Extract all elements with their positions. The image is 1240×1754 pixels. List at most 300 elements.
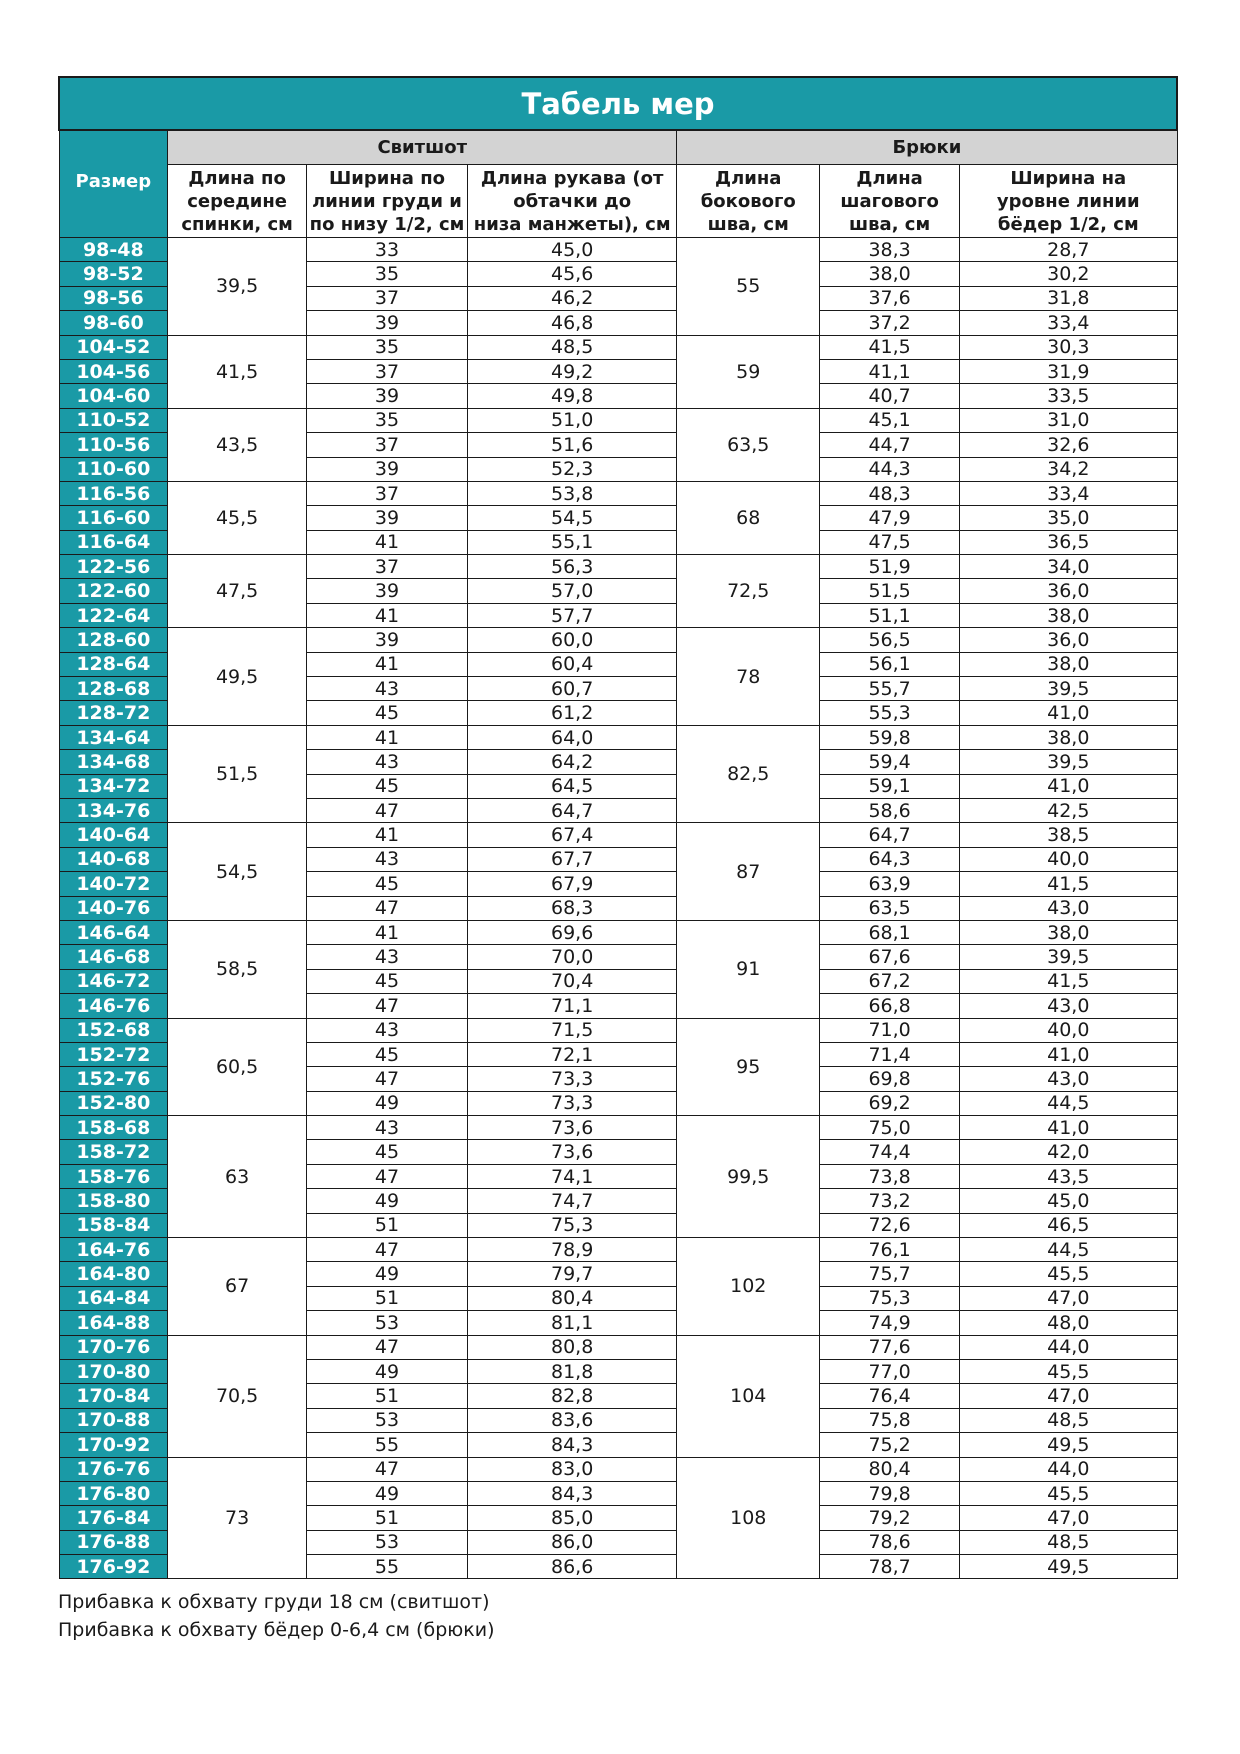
- hip-width-cell: 30,3: [960, 335, 1177, 359]
- hip-width-cell: 38,5: [960, 823, 1177, 847]
- size-cell: 176-84: [59, 1506, 168, 1530]
- hip-width-cell: 43,0: [960, 896, 1177, 920]
- inseam-cell: 66,8: [820, 994, 960, 1018]
- chest-width-cell: 49: [307, 1359, 468, 1383]
- chest-width-cell: 49: [307, 1189, 468, 1213]
- size-cell: 98-60: [59, 311, 168, 335]
- inseam-cell: 77,6: [820, 1335, 960, 1359]
- sleeve-length-cell: 75,3: [468, 1213, 677, 1237]
- header-line: бокового: [700, 190, 796, 212]
- inseam-cell: 80,4: [820, 1457, 960, 1481]
- notes: [58, 1588, 494, 1644]
- chest-width-cell: 41: [307, 652, 468, 676]
- hip-width-cell: 45,5: [960, 1481, 1177, 1505]
- chest-width-cell: 43: [307, 1116, 468, 1140]
- inseam-cell: 73,8: [820, 1164, 960, 1188]
- table-row: [59, 1116, 1177, 1140]
- hip-width-cell: 39,5: [960, 750, 1177, 774]
- inseam-cell: 74,4: [820, 1140, 960, 1164]
- size-cell: 158-76: [59, 1164, 168, 1188]
- hip-width-cell: 41,5: [960, 872, 1177, 896]
- sleeve-length-cell: 71,1: [468, 994, 677, 1018]
- inseam-cell: 38,3: [820, 238, 960, 262]
- chest-width-cell: 51: [307, 1213, 468, 1237]
- side-seam-cell: 91: [677, 920, 820, 1018]
- sleeve-length-cell: 81,1: [468, 1311, 677, 1335]
- sleeve-length-cell: 46,8: [468, 311, 677, 335]
- size-cell: 170-76: [59, 1335, 168, 1359]
- side-seam-cell: 72,5: [677, 555, 820, 628]
- hip-width-cell: 41,0: [960, 1116, 1177, 1140]
- header-line: середине: [187, 190, 287, 212]
- hip-width-cell: 35,0: [960, 506, 1177, 530]
- side-seam-cell: 95: [677, 1018, 820, 1116]
- inseam-cell: 37,2: [820, 311, 960, 335]
- sleeve-length-cell: 67,9: [468, 872, 677, 896]
- measurement-sheet: [58, 76, 1178, 1579]
- chest-width-cell: 43: [307, 847, 468, 871]
- sleeve-length-cell: 80,8: [468, 1335, 677, 1359]
- table-row: [59, 1335, 1177, 1359]
- inseam-cell: 41,5: [820, 335, 960, 359]
- hip-width-cell: 34,0: [960, 555, 1177, 579]
- table-row: [59, 628, 1177, 652]
- chest-width-cell: 47: [307, 1067, 468, 1091]
- inseam-cell: 55,7: [820, 677, 960, 701]
- header-line: обтачки до: [513, 190, 632, 212]
- inseam-cell: 68,1: [820, 920, 960, 944]
- hip-width-cell: 36,0: [960, 628, 1177, 652]
- side-seam-cell: 99,5: [677, 1116, 820, 1238]
- sleeve-length-cell: 84,3: [468, 1433, 677, 1457]
- inseam-cell: 59,1: [820, 774, 960, 798]
- size-cell: 128-68: [59, 677, 168, 701]
- hip-width-cell: 43,0: [960, 994, 1177, 1018]
- hip-width-cell: 41,5: [960, 969, 1177, 993]
- inseam-cell: 75,3: [820, 1286, 960, 1310]
- back-length-cell: 41,5: [168, 335, 307, 408]
- chest-width-cell: 37: [307, 433, 468, 457]
- inseam-cell: 75,0: [820, 1116, 960, 1140]
- inseam-cell: 55,3: [820, 701, 960, 725]
- table-row: [59, 823, 1177, 847]
- size-cell: 152-72: [59, 1042, 168, 1066]
- chest-width-cell: 39: [307, 628, 468, 652]
- hip-width-cell: 40,0: [960, 847, 1177, 871]
- size-cell: 146-68: [59, 945, 168, 969]
- hip-width-cell: 47,0: [960, 1384, 1177, 1408]
- size-cell: 122-60: [59, 579, 168, 603]
- table-row: [59, 1238, 1177, 1262]
- hip-width-cell: 38,0: [960, 725, 1177, 749]
- sleeve-length-cell: 51,6: [468, 433, 677, 457]
- inseam-cell: 79,2: [820, 1506, 960, 1530]
- hip-width-cell: 44,5: [960, 1091, 1177, 1115]
- hip-width-cell: 40,0: [960, 1018, 1177, 1042]
- size-cell: 158-72: [59, 1140, 168, 1164]
- chest-width-cell: 45: [307, 774, 468, 798]
- sleeve-length-cell: 60,0: [468, 628, 677, 652]
- back-length-cell: 39,5: [168, 238, 307, 336]
- inseam-cell: 51,9: [820, 555, 960, 579]
- sleeve-length-cell: 60,4: [468, 652, 677, 676]
- chest-width-cell: 45: [307, 1140, 468, 1164]
- hip-width-cell: 49,5: [960, 1433, 1177, 1457]
- size-cell: 134-72: [59, 774, 168, 798]
- hip-width-cell: 36,0: [960, 579, 1177, 603]
- chest-width-cell: 41: [307, 603, 468, 627]
- size-cell: 110-60: [59, 457, 168, 481]
- chest-width-cell: 43: [307, 750, 468, 774]
- hip-width-cell: 48,0: [960, 1311, 1177, 1335]
- side-seam-cell: 104: [677, 1335, 820, 1457]
- size-cell: 134-64: [59, 725, 168, 749]
- hip-width-cell: 43,0: [960, 1067, 1177, 1091]
- size-cell: 146-76: [59, 994, 168, 1018]
- sleeve-length-cell: 71,5: [468, 1018, 677, 1042]
- back-length-cell: 60,5: [168, 1018, 307, 1116]
- chest-width-cell: 37: [307, 286, 468, 310]
- hip-width-cell: 33,5: [960, 384, 1177, 408]
- sleeve-length-cell: 67,7: [468, 847, 677, 871]
- sleeve-length-cell: 73,6: [468, 1140, 677, 1164]
- hip-width-cell: 33,4: [960, 481, 1177, 505]
- sleeve-length-cell: 45,6: [468, 262, 677, 286]
- size-cell: 146-64: [59, 920, 168, 944]
- hip-width-header: [960, 165, 1177, 238]
- chest-width-cell: 37: [307, 555, 468, 579]
- sleeve-length-cell: 86,6: [468, 1555, 677, 1579]
- chest-width-cell: 35: [307, 335, 468, 359]
- header-line: Ширина на: [1010, 167, 1127, 189]
- header-line: бёдер 1/2, см: [997, 213, 1139, 235]
- inseam-cell: 38,0: [820, 262, 960, 286]
- chest-width-cell: 39: [307, 579, 468, 603]
- sleeve-length-cell: 83,6: [468, 1408, 677, 1432]
- header-line: Длина: [856, 167, 923, 189]
- inseam-cell: 44,3: [820, 457, 960, 481]
- sleeve-length-cell: 72,1: [468, 1042, 677, 1066]
- chest-width-cell: 53: [307, 1530, 468, 1554]
- size-cell: 158-84: [59, 1213, 168, 1237]
- sleeve-length-cell: 74,1: [468, 1164, 677, 1188]
- hip-width-cell: 36,5: [960, 530, 1177, 554]
- inseam-cell: 45,1: [820, 408, 960, 432]
- inseam-cell: 78,7: [820, 1555, 960, 1579]
- hip-width-cell: 41,0: [960, 1042, 1177, 1066]
- size-cell: 134-68: [59, 750, 168, 774]
- chest-width-cell: 53: [307, 1311, 468, 1335]
- size-cell: 110-52: [59, 408, 168, 432]
- inseam-cell: 47,9: [820, 506, 960, 530]
- chest-width-cell: 41: [307, 530, 468, 554]
- chest-width-cell: 49: [307, 1091, 468, 1115]
- inseam-cell: 63,9: [820, 872, 960, 896]
- size-cell: 152-68: [59, 1018, 168, 1042]
- table-title: Табель мер: [59, 77, 1177, 130]
- chest-width-cell: 55: [307, 1555, 468, 1579]
- back-length-cell: 45,5: [168, 481, 307, 554]
- hip-width-cell: 46,5: [960, 1213, 1177, 1237]
- table-body: [59, 238, 1177, 1579]
- side-seam-cell: 108: [677, 1457, 820, 1579]
- inseam-cell: 67,2: [820, 969, 960, 993]
- size-cell: 98-56: [59, 286, 168, 310]
- size-cell: 140-64: [59, 823, 168, 847]
- sleeve-length-cell: 48,5: [468, 335, 677, 359]
- size-cell: 140-72: [59, 872, 168, 896]
- chest-width-cell: 39: [307, 506, 468, 530]
- hip-width-cell: 42,0: [960, 1140, 1177, 1164]
- chest-width-cell: 47: [307, 896, 468, 920]
- chest-width-cell: 47: [307, 994, 468, 1018]
- header-line: по низу 1/2, см: [309, 213, 465, 235]
- size-cell: 170-84: [59, 1384, 168, 1408]
- sleeve-length-cell: 52,3: [468, 457, 677, 481]
- table-row: [59, 1018, 1177, 1042]
- side-seam-header: [677, 165, 820, 238]
- sleeve-length-cell: 49,8: [468, 384, 677, 408]
- sleeve-length-cell: 81,8: [468, 1359, 677, 1383]
- sleeve-length-cell: 69,6: [468, 920, 677, 944]
- inseam-cell: 71,0: [820, 1018, 960, 1042]
- size-cell: 158-68: [59, 1116, 168, 1140]
- inseam-cell: 64,7: [820, 823, 960, 847]
- sleeve-length-cell: 51,0: [468, 408, 677, 432]
- side-seam-cell: 55: [677, 238, 820, 336]
- sweatshirt-group-header: Свитшот: [168, 130, 677, 165]
- hip-width-cell: 43,5: [960, 1164, 1177, 1188]
- back-length-cell: 43,5: [168, 408, 307, 481]
- chest-width-cell: 43: [307, 1018, 468, 1042]
- chest-width-cell: 55: [307, 1433, 468, 1457]
- sleeve-length-cell: 64,0: [468, 725, 677, 749]
- size-cell: 140-68: [59, 847, 168, 871]
- size-cell: 152-80: [59, 1091, 168, 1115]
- chest-width-cell: 35: [307, 408, 468, 432]
- chest-width-cell: 47: [307, 1238, 468, 1262]
- chest-width-cell: 47: [307, 798, 468, 822]
- size-cell: 164-84: [59, 1286, 168, 1310]
- size-cell: 98-48: [59, 238, 168, 262]
- inseam-cell: 51,5: [820, 579, 960, 603]
- table-row: [59, 408, 1177, 432]
- sleeve-length-cell: 80,4: [468, 1286, 677, 1310]
- hip-width-cell: 31,9: [960, 359, 1177, 383]
- hip-width-cell: 41,0: [960, 774, 1177, 798]
- size-cell: 146-72: [59, 969, 168, 993]
- inseam-cell: 58,6: [820, 798, 960, 822]
- header-line: шва, см: [849, 213, 931, 235]
- size-cell: 170-92: [59, 1433, 168, 1457]
- header-line: Длина по: [188, 167, 286, 189]
- sleeve-length-cell: 67,4: [468, 823, 677, 847]
- sleeve-length-cell: 61,2: [468, 701, 677, 725]
- hip-width-cell: 44,0: [960, 1335, 1177, 1359]
- header-line: шва, см: [707, 213, 789, 235]
- size-cell: 116-60: [59, 506, 168, 530]
- chest-width-cell: 51: [307, 1506, 468, 1530]
- table-row: [59, 725, 1177, 749]
- hip-width-cell: 39,5: [960, 945, 1177, 969]
- inseam-cell: 51,1: [820, 603, 960, 627]
- note-chest-ease: Прибавка к обхвату груди 18 см (свитшот): [58, 1591, 490, 1613]
- chest-width-cell: 37: [307, 359, 468, 383]
- inseam-cell: 76,1: [820, 1238, 960, 1262]
- sleeve-length-cell: 56,3: [468, 555, 677, 579]
- hip-width-cell: 44,5: [960, 1238, 1177, 1262]
- chest-width-cell: 41: [307, 823, 468, 847]
- sleeve-length-cell: 60,7: [468, 677, 677, 701]
- inseam-cell: 75,2: [820, 1433, 960, 1457]
- sleeve-length-cell: 55,1: [468, 530, 677, 554]
- inseam-cell: 69,8: [820, 1067, 960, 1091]
- inseam-cell: 63,5: [820, 896, 960, 920]
- hip-width-cell: 32,6: [960, 433, 1177, 457]
- back-length-cell: 73: [168, 1457, 307, 1579]
- inseam-cell: 67,6: [820, 945, 960, 969]
- inseam-cell: 79,8: [820, 1481, 960, 1505]
- size-cell: 170-80: [59, 1359, 168, 1383]
- inseam-cell: 69,2: [820, 1091, 960, 1115]
- back-length-cell: 47,5: [168, 555, 307, 628]
- chest-width-cell: 47: [307, 1457, 468, 1481]
- sleeve-length-cell: 70,0: [468, 945, 677, 969]
- sleeve-length-cell: 84,3: [468, 1481, 677, 1505]
- side-seam-cell: 63,5: [677, 408, 820, 481]
- sleeve-length-cell: 45,0: [468, 238, 677, 262]
- hip-width-cell: 31,8: [960, 286, 1177, 310]
- hip-width-cell: 30,2: [960, 262, 1177, 286]
- inseam-cell: 56,1: [820, 652, 960, 676]
- sleeve-length-cell: 78,9: [468, 1238, 677, 1262]
- back-length-header: [168, 165, 307, 238]
- sleeve-length-cell: 73,3: [468, 1091, 677, 1115]
- chest-width-cell: 45: [307, 969, 468, 993]
- side-seam-cell: 102: [677, 1238, 820, 1336]
- side-seam-cell: 59: [677, 335, 820, 408]
- chest-width-cell: 39: [307, 311, 468, 335]
- hip-width-cell: 45,0: [960, 1189, 1177, 1213]
- hip-width-cell: 28,7: [960, 238, 1177, 262]
- inseam-cell: 71,4: [820, 1042, 960, 1066]
- size-cell: 164-88: [59, 1311, 168, 1335]
- hip-width-cell: 38,0: [960, 652, 1177, 676]
- chest-width-cell: 49: [307, 1262, 468, 1286]
- header-line: Длина: [715, 167, 782, 189]
- hip-width-cell: 38,0: [960, 603, 1177, 627]
- side-seam-cell: 78: [677, 628, 820, 726]
- inseam-cell: 44,7: [820, 433, 960, 457]
- size-cell: 116-64: [59, 530, 168, 554]
- sleeve-length-cell: 64,7: [468, 798, 677, 822]
- size-cell: 140-76: [59, 896, 168, 920]
- hip-width-cell: 39,5: [960, 677, 1177, 701]
- hip-width-cell: 31,0: [960, 408, 1177, 432]
- sleeve-length-cell: 57,7: [468, 603, 677, 627]
- sleeve-length-cell: 82,8: [468, 1384, 677, 1408]
- sleeve-length-cell: 73,6: [468, 1116, 677, 1140]
- note-hip-ease: Прибавка к обхвату бёдер 0-6,4 см (брюки): [58, 1619, 495, 1641]
- chest-width-header: [307, 165, 468, 238]
- table-row: [59, 1457, 1177, 1481]
- table-row: [59, 920, 1177, 944]
- chest-width-cell: 49: [307, 1481, 468, 1505]
- hip-width-cell: 34,2: [960, 457, 1177, 481]
- size-cell: 122-56: [59, 555, 168, 579]
- chest-width-cell: 43: [307, 677, 468, 701]
- sleeve-length-cell: 64,5: [468, 774, 677, 798]
- table-row: [59, 481, 1177, 505]
- header-line: шагового: [840, 190, 939, 212]
- side-seam-cell: 82,5: [677, 725, 820, 823]
- table-row: [59, 555, 1177, 579]
- size-column-header: Размер: [59, 130, 168, 238]
- chest-width-cell: 53: [307, 1408, 468, 1432]
- chest-width-cell: 41: [307, 920, 468, 944]
- size-table: [58, 76, 1178, 1579]
- header-line: низа манжеты), см: [473, 213, 671, 235]
- table-row: [59, 238, 1177, 262]
- inseam-cell: 75,7: [820, 1262, 960, 1286]
- sleeve-length-cell: 73,3: [468, 1067, 677, 1091]
- sleeve-length-cell: 86,0: [468, 1530, 677, 1554]
- side-seam-cell: 68: [677, 481, 820, 554]
- inseam-cell: 56,5: [820, 628, 960, 652]
- inseam-cell: 78,6: [820, 1530, 960, 1554]
- side-seam-cell: 87: [677, 823, 820, 921]
- hip-width-cell: 41,0: [960, 701, 1177, 725]
- size-cell: 164-76: [59, 1238, 168, 1262]
- hip-width-cell: 45,5: [960, 1262, 1177, 1286]
- sleeve-length-cell: 83,0: [468, 1457, 677, 1481]
- inseam-cell: 75,8: [820, 1408, 960, 1432]
- chest-width-cell: 51: [307, 1286, 468, 1310]
- size-cell: 128-64: [59, 652, 168, 676]
- size-cell: 98-52: [59, 262, 168, 286]
- size-cell: 170-88: [59, 1408, 168, 1432]
- hip-width-cell: 45,5: [960, 1359, 1177, 1383]
- inseam-cell: 76,4: [820, 1384, 960, 1408]
- sleeve-length-cell: 85,0: [468, 1506, 677, 1530]
- sleeve-length-cell: 68,3: [468, 896, 677, 920]
- header-line: Ширина по: [329, 167, 446, 189]
- hip-width-cell: 38,0: [960, 920, 1177, 944]
- chest-width-cell: 35: [307, 262, 468, 286]
- size-cell: 158-80: [59, 1189, 168, 1213]
- inseam-cell: 73,2: [820, 1189, 960, 1213]
- back-length-cell: 63: [168, 1116, 307, 1238]
- chest-width-cell: 45: [307, 1042, 468, 1066]
- size-cell: 128-72: [59, 701, 168, 725]
- size-cell: 104-52: [59, 335, 168, 359]
- sleeve-length-cell: 46,2: [468, 286, 677, 310]
- back-length-cell: 67: [168, 1238, 307, 1336]
- hip-width-cell: 33,4: [960, 311, 1177, 335]
- chest-width-cell: 47: [307, 1164, 468, 1188]
- inseam-header: [820, 165, 960, 238]
- chest-width-cell: 47: [307, 1335, 468, 1359]
- size-cell: 134-76: [59, 798, 168, 822]
- size-cell: 104-60: [59, 384, 168, 408]
- sleeve-length-cell: 70,4: [468, 969, 677, 993]
- inseam-cell: 77,0: [820, 1359, 960, 1383]
- back-length-cell: 58,5: [168, 920, 307, 1018]
- inseam-cell: 74,9: [820, 1311, 960, 1335]
- hip-width-cell: 48,5: [960, 1530, 1177, 1554]
- size-cell: 176-76: [59, 1457, 168, 1481]
- chest-width-cell: 45: [307, 701, 468, 725]
